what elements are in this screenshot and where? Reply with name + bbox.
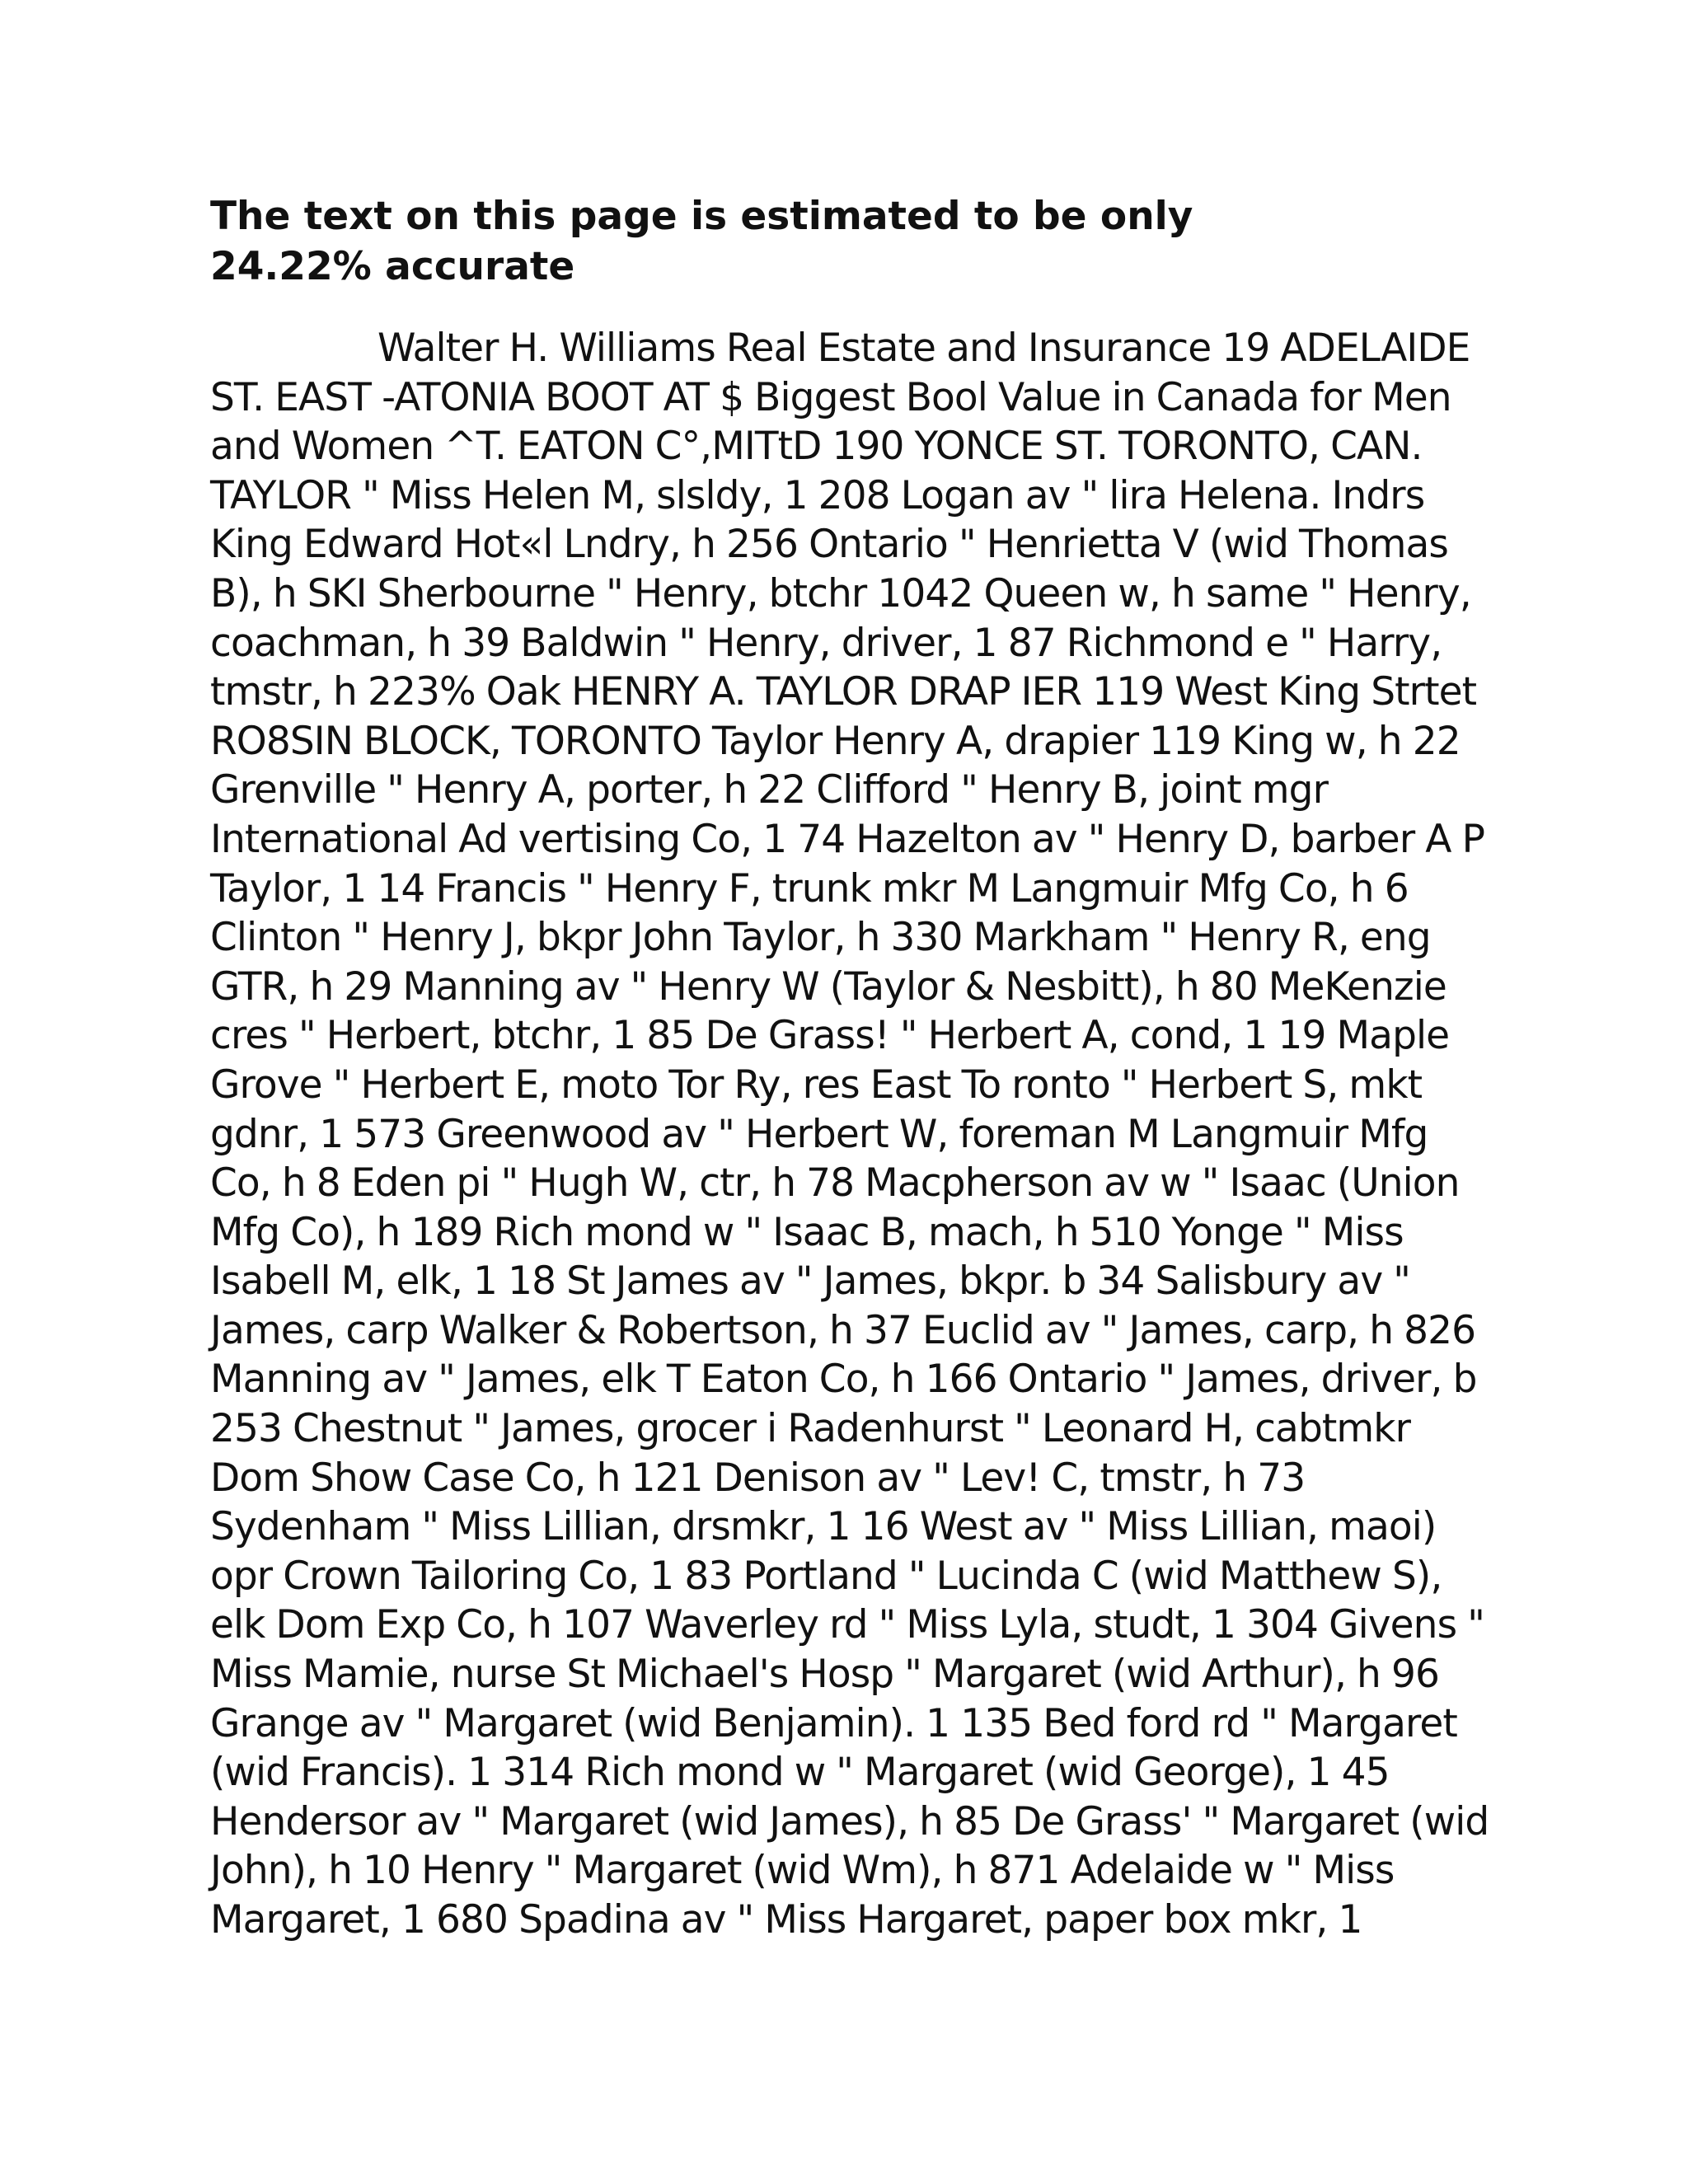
directory-body-text: Walter H. Williams Real Estate and Insurance 19 ADELAIDE ST. EAST -ATONIA BOOT AT $ Biggest Bool Value in Canada for Men and Women ^T. EATON C°,MITtD 190 YONCE ST. TORONTO, CAN. TAYLOR " Miss Helen M, slsldy, 1 208 Logan av " lira Helena. Indrs King Edward Hot«l Lndry, h 256 Ontario " Henrietta V (wid Thomas B), h SKI Sherbourne " Henry, btchr 1042 Queen w, h same " Henry, coachman, h 39 Baldwin " Henry, driver, 1 87 Richmond e " Harry, tmstr, h 223% Oak HENRY A. TAYLOR DRAP IER 119 West King Strtet RO8SIN BLOCK, TORONTO Taylor Henry A, drapier 119 King w, h 22 Grenville " Henry A, porter, h 22 Clifford " Henry B, joint mgr International Ad vertising Co, 1 74 Hazelton av " Henry D, barber A P Taylor, 1 14 Francis " Henry F, trunk mkr M Langmuir Mfg Co, h 6 Clinton " Henry J, bkpr John Taylor, h 330 Markham " Henry R, eng GTR, h 29 Manning av " Henry W (Taylor & Nesbitt), h 80 MeKenzie cres " Herbert, btchr, 1 85 De Grass! " Herbert A, cond, 1 19 Maple Grove " Herbert E, moto Tor Ry, res East To ronto " Herbert S, mkt gdnr, 1 573 Greenwood av " Herbert W, foreman M Langmuir Mfg Co, h 8 Eden pi " Hugh W, ctr, h 78 Macpherson av w " Isaac (Union Mfg Co), h 189 Rich mond w " Isaac B, mach, h 510 Yonge " Miss Isabell M, elk, 1 18 St James av " James, bkpr. b 34 Salisbury av " James, carp Walker & Robertson, h 37 Euclid av " James, carp, h 826 Manning av " James, elk T Eaton Co, h 166 Ontario " James, driver, b 253 Chestnut " James, grocer i Radenhurst " Leonard H, cabtmkr Dom Show Case Co, h 121 Denison av " Lev! C, tmstr, h 73 Sydenham " Miss Lillian, drsmkr, 1 16 West av " Miss Lillian, maoi) opr Crown Tailoring Co, 1 83 Portland " Lucinda C (wid Matthew S), elk Dom Exp Co, h 107 Waverley rd " Miss Lyla, studt, 1 304 Givens " Miss Mamie, nurse St Michael's Hosp " Margaret (wid Arthur), h 96 Grange av " Margaret (wid Benjamin). 1 135 Bed ford rd " Margaret (wid Francis). 1 314 Rich mond w " Margaret (wid George), 1 45 Hendersor av " Margaret (wid James), h 85 De Grass' " Margaret (wid John), h 10 Henry " Margaret (wid Wm), h 871 Adelaide w " Miss Margaret, 1 680 Spadina av " Miss Hargaret, paper box mkr, 1 <box>210 326 1489 1943</box>
accuracy-heading: The text on this page is estimated to be only 24.22% accurate <box>210 194 1193 289</box>
document-page <box>210 191 1496 1945</box>
